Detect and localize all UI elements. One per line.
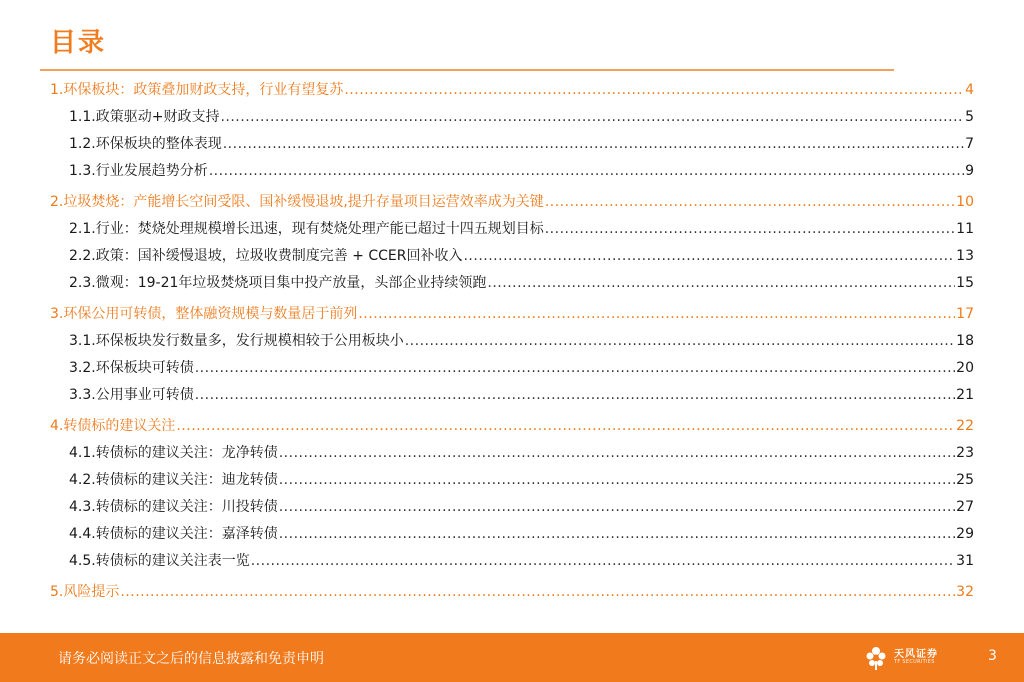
toc-leader [220,106,964,128]
toc-item[interactable] [50,303,974,325]
toc-item-page: 31 [956,553,974,569]
toc-item-label: 4.5.转债标的建议关注表一览 [69,553,250,569]
toc-item[interactable] [69,330,974,352]
toc-leader [223,133,964,155]
toc-item[interactable] [69,357,974,379]
toc-leader [195,384,955,406]
toc-leader [358,303,955,325]
toc-item-label: 2.垃圾焚烧：产能增长空间受限、国补缓慢退坡,提升存量项目运营效率成为关键 [50,194,544,210]
toc-item-label: 2.2.政策：国补缓慢退坡，垃圾收费制度完善 + CCER回补收入 [69,248,463,264]
toc-item-label: 4.4.转债标的建议关注：嘉泽转债 [69,526,278,542]
toc-leader [195,357,955,379]
toc-item[interactable] [50,79,974,101]
toc-item[interactable] [50,415,974,437]
toc-item-label: 4.2.转债标的建议关注：迪龙转债 [69,472,278,488]
toc-leader [487,272,955,294]
toc-item-page: 7 [965,136,974,152]
toc-item[interactable] [50,191,974,213]
toc-item-page: 20 [956,360,974,376]
logo-name: 天风证券 [894,648,938,660]
page-number: 3 [988,648,997,664]
toc-item-page: 27 [956,499,974,515]
toc-item[interactable] [69,160,974,182]
toc-item-page: 29 [956,526,974,542]
toc-item[interactable] [50,581,974,603]
toc-item-label: 1.环保板块：政策叠加财政支持，行业有望复苏 [50,82,344,98]
toc-item-label: 1.2.环保板块的整体表现 [69,136,222,152]
toc-item-page: 10 [956,194,974,210]
toc-leader [279,523,955,545]
toc-item[interactable] [69,523,974,545]
toc-leader [251,550,955,572]
toc-item-page: 4 [965,82,974,98]
toc-item[interactable] [69,272,974,294]
toc-item[interactable] [69,384,974,406]
toc-item-page: 9 [965,163,974,179]
toc-item-page: 18 [956,333,974,349]
toc-item-page: 17 [956,306,974,322]
toc-item[interactable] [69,106,974,128]
toc-item-label: 2.1.行业：焚烧处理规模增长迅速，现有焚烧处理产能已超过十四五规划目标 [69,221,544,237]
toc-item-page: 25 [956,472,974,488]
toc-item[interactable] [69,218,974,240]
toc-item-label: 4.转债标的建议关注 [50,418,176,434]
toc-leader [545,218,955,240]
toc-leader [120,581,955,603]
toc-item-label: 3.3.公用事业可转债 [69,387,194,403]
logo-subtitle: TF SECURITIES [894,658,935,665]
toc-item-page: 11 [956,221,974,237]
page-title: 目录 [50,28,107,58]
toc-item[interactable] [69,469,974,491]
toc-item-label: 1.1.政策驱动+财政支持 [69,109,220,125]
toc-item-page: 15 [956,275,974,291]
toc-item[interactable] [69,245,974,267]
toc-item[interactable] [69,133,974,155]
toc-item-label: 3.2.环保板块可转债 [69,360,194,376]
toc-leader [545,191,955,213]
toc-leader [209,160,964,182]
toc-item-label: 4.3.转债标的建议关注：川投转债 [69,499,278,515]
toc-leader [344,79,964,101]
toc-leader [279,469,955,491]
disclaimer-text: 请务必阅读正文之后的信息披露和免责申明 [58,651,324,667]
toc-item[interactable] [69,442,974,464]
footer-bar [0,633,1024,682]
toc-item-label: 2.3.微观：19-21年垃圾焚烧项目集中投产放量，头部企业持续领跑 [69,275,487,291]
toc-item-label: 5.风险提示 [50,584,120,600]
toc-item-page: 21 [956,387,974,403]
toc-leader [279,496,955,518]
toc-item-page: 23 [956,445,974,461]
toc-item-page: 5 [965,109,974,125]
toc-leader [463,245,955,267]
toc-item-page: 22 [956,418,974,434]
toc-item-page: 13 [956,248,974,264]
title-divider [40,69,894,71]
toc-item[interactable] [69,496,974,518]
toc-leader [176,415,955,437]
toc-item-label: 3.1.环保板块发行数量多，发行规模相较于公用板块小 [69,333,404,349]
toc-item[interactable] [69,550,974,572]
toc-item-label: 4.1.转债标的建议关注：龙净转债 [69,445,278,461]
company-logo [862,643,938,671]
toc-item-page: 32 [956,584,974,600]
flower-logo-icon [862,643,890,671]
toc-leader [405,330,955,352]
toc-item-label: 3.环保公用可转债，整体融资规模与数量居于前列 [50,306,358,322]
toc-item-label: 1.3.行业发展趋势分析 [69,163,208,179]
toc-leader [279,442,955,464]
